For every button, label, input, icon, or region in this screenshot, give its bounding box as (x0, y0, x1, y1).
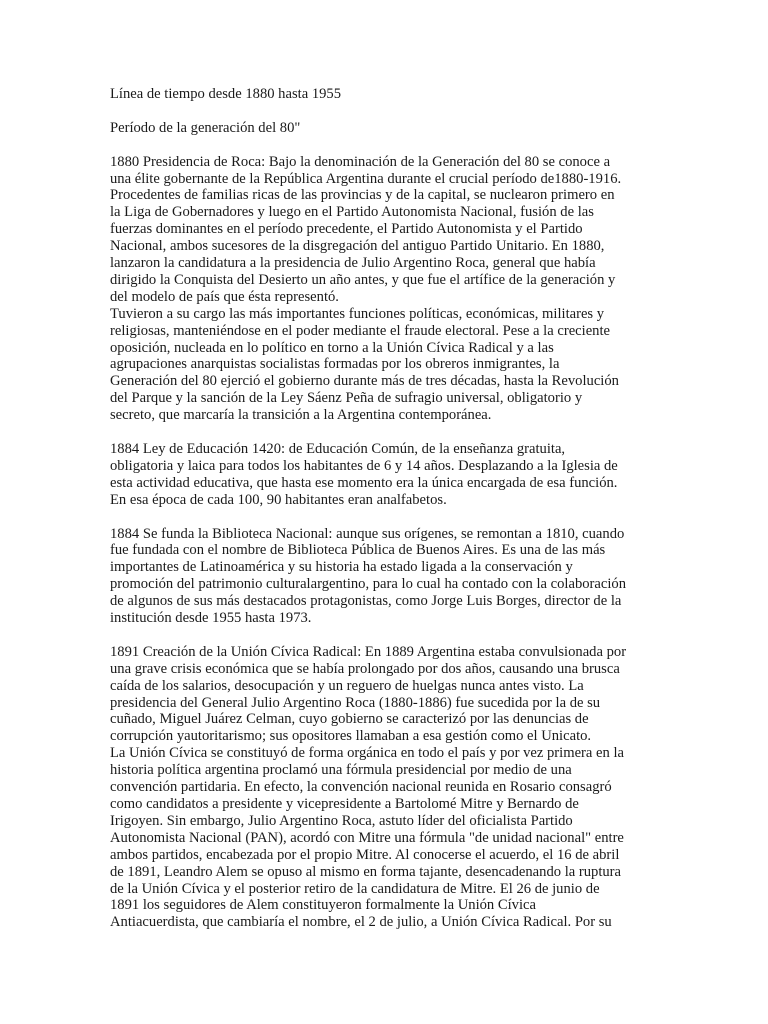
text-line: Nacional, ambos sucesores de la disgregación del antiguo Partido Unitario. En 1880, (110, 238, 605, 255)
text-line: oposición, nucleada en lo político en torno a la Unión Cívica Radical y a las (110, 339, 554, 356)
text-line: Tuvieron a su cargo las más importantes funciones políticas, económicas, militares y (110, 305, 605, 322)
text-line: religiosas, manteniéndose en el poder mediante el fraude electoral. Pese a la creciente (110, 322, 611, 339)
document-page (110, 86, 660, 948)
text-line: fuerzas dominantes en el período precedente, el Partido Autonomista y el Partido (110, 221, 583, 238)
text-line: una élite gobernante de la República Argentina durante el crucial período de1880-1916. (110, 170, 622, 187)
text-line: como candidatos a presidente y vicepresidente a Bartolomé Mitre y Bernardo de (110, 795, 579, 812)
text-line: del modelo de país que ésta representó. (110, 288, 339, 305)
text-line: de 1891, Leandro Alem se opuso al mismo en forma tajante, desencadenando la ruptura (110, 863, 622, 880)
text-line: Generación del 80 ejerció el gobierno durante más de tres décadas, hasta la Revolución (110, 373, 619, 390)
text-line: caída de los salarios, desocupación y un reguero de huelgas nunca antes visto. La (110, 677, 584, 694)
text-line: Autonomista Nacional (PAN), acordó con Mitre una fórmula "de unidad nacional" entre (110, 829, 624, 846)
text-line: importantes de Latinoamérica y su historia ha estado ligada a la conservación y (110, 559, 573, 576)
text-line: de algunos de sus más destacados protagonistas, como Jorge Luis Borges, director de la (110, 593, 622, 610)
paragraph (110, 154, 660, 425)
text-line: Procedentes de familias ricas de las provincias y de la capital, se nuclearon primero en (110, 187, 615, 204)
text-line: 1891 Creación de la Unión Cívica Radical: En 1889 Argentina estaba convulsionada por (110, 643, 627, 660)
text-line: la Liga de Gobernadores y luego en el Partido Autonomista Nacional, fusión de las (110, 204, 594, 221)
text-line: corrupción yautoritarismo; sus opositores llamaban a esa gestión como el Unicato. (110, 728, 592, 745)
paragraph (110, 526, 660, 627)
text-line: Antiacuerdista, que cambiaría el nombre, el 2 de julio, a Unión Cívica Radical. Por su (110, 914, 612, 931)
text-line: convención partidaria. En efecto, la convención nacional reunida en Rosario consagró (110, 779, 612, 796)
text-line: promoción del patrimonio culturalargentino, para lo cual ha contado con la colaboración (110, 576, 627, 593)
text-line: agrupaciones anarquistas socialistas formadas por los obreros inmigrantes, la (110, 356, 560, 373)
text-line: 1884 Se funda la Biblioteca Nacional: aunque sus orígenes, se remontan a 1810, cuando (110, 525, 625, 542)
document-title: Línea de tiempo desde 1880 hasta 1955 (110, 86, 342, 102)
text-line: de la Unión Cívica y el posterior retiro de la candidatura de Mitre. El 26 de junio de (110, 880, 600, 897)
text-line: secreto, que marcaría la transición a la Argentina contemporánea. (110, 407, 492, 424)
paragraph (110, 644, 660, 931)
text-line: cuñado, Miguel Juárez Celman, cuyo gobierno se caracterizó por las denuncias de (110, 711, 589, 728)
text-line: obligatoria y laica para todos los habitantes de 6 y 14 años. Desplazando a la Iglesia de (110, 457, 618, 474)
text-line: historia política argentina proclamó una fórmula presidencial por medio de una (110, 762, 572, 779)
text-line: del Parque y la sanción de la Ley Sáenz Peña de sufragio universal, obligatorio y (110, 390, 583, 407)
document-subtitle: Período de la generación del 80" (110, 119, 301, 136)
text-line: Irigoyen. Sin embargo, Julio Argentino Roca, astuto líder del oficialista Partido (110, 812, 573, 829)
text-line: ambos partidos, encabezada por el propio Mitre. Al conocerse el acuerdo, el 16 de abril (110, 846, 620, 863)
text-line: presidencia del General Julio Argentino Roca (1880-1886) fue sucedida por la de su (110, 694, 601, 711)
text-line: En esa época de cada 100, 90 habitantes eran analfabetos. (110, 491, 447, 508)
text-line: 1880 Presidencia de Roca: Bajo la denominación de la Generación del 80 se conoce a (110, 153, 611, 170)
text-line: 1891 los seguidores de Alem constituyeron formalmente la Unión Cívica (110, 897, 536, 914)
text-line: 1884 Ley de Educación 1420: de Educación Común, de la enseñanza gratuita, (110, 440, 566, 457)
document-body (110, 154, 660, 932)
text-line: fue fundada con el nombre de Biblioteca Pública de Buenos Aires. Es una de las más (110, 542, 606, 559)
text-line: lanzaron la candidatura a la presidencia de Julio Argentino Roca, general que había (110, 255, 596, 272)
paragraph (110, 441, 660, 509)
text-line: institución desde 1955 hasta 1973. (110, 610, 312, 627)
text-line: La Unión Cívica se constituyó de forma orgánica en todo el país y por vez primera en la (110, 745, 624, 762)
text-line: dirigido la Conquista del Desierto un año antes, y que fue el artífice de la generación y (110, 271, 616, 288)
text-line: una grave crisis económica que se había prolongado por dos años, causando una brusca (110, 660, 620, 677)
text-line: esta actividad educativa, que hasta ese momento era la única encargada de esa función. (110, 474, 618, 491)
